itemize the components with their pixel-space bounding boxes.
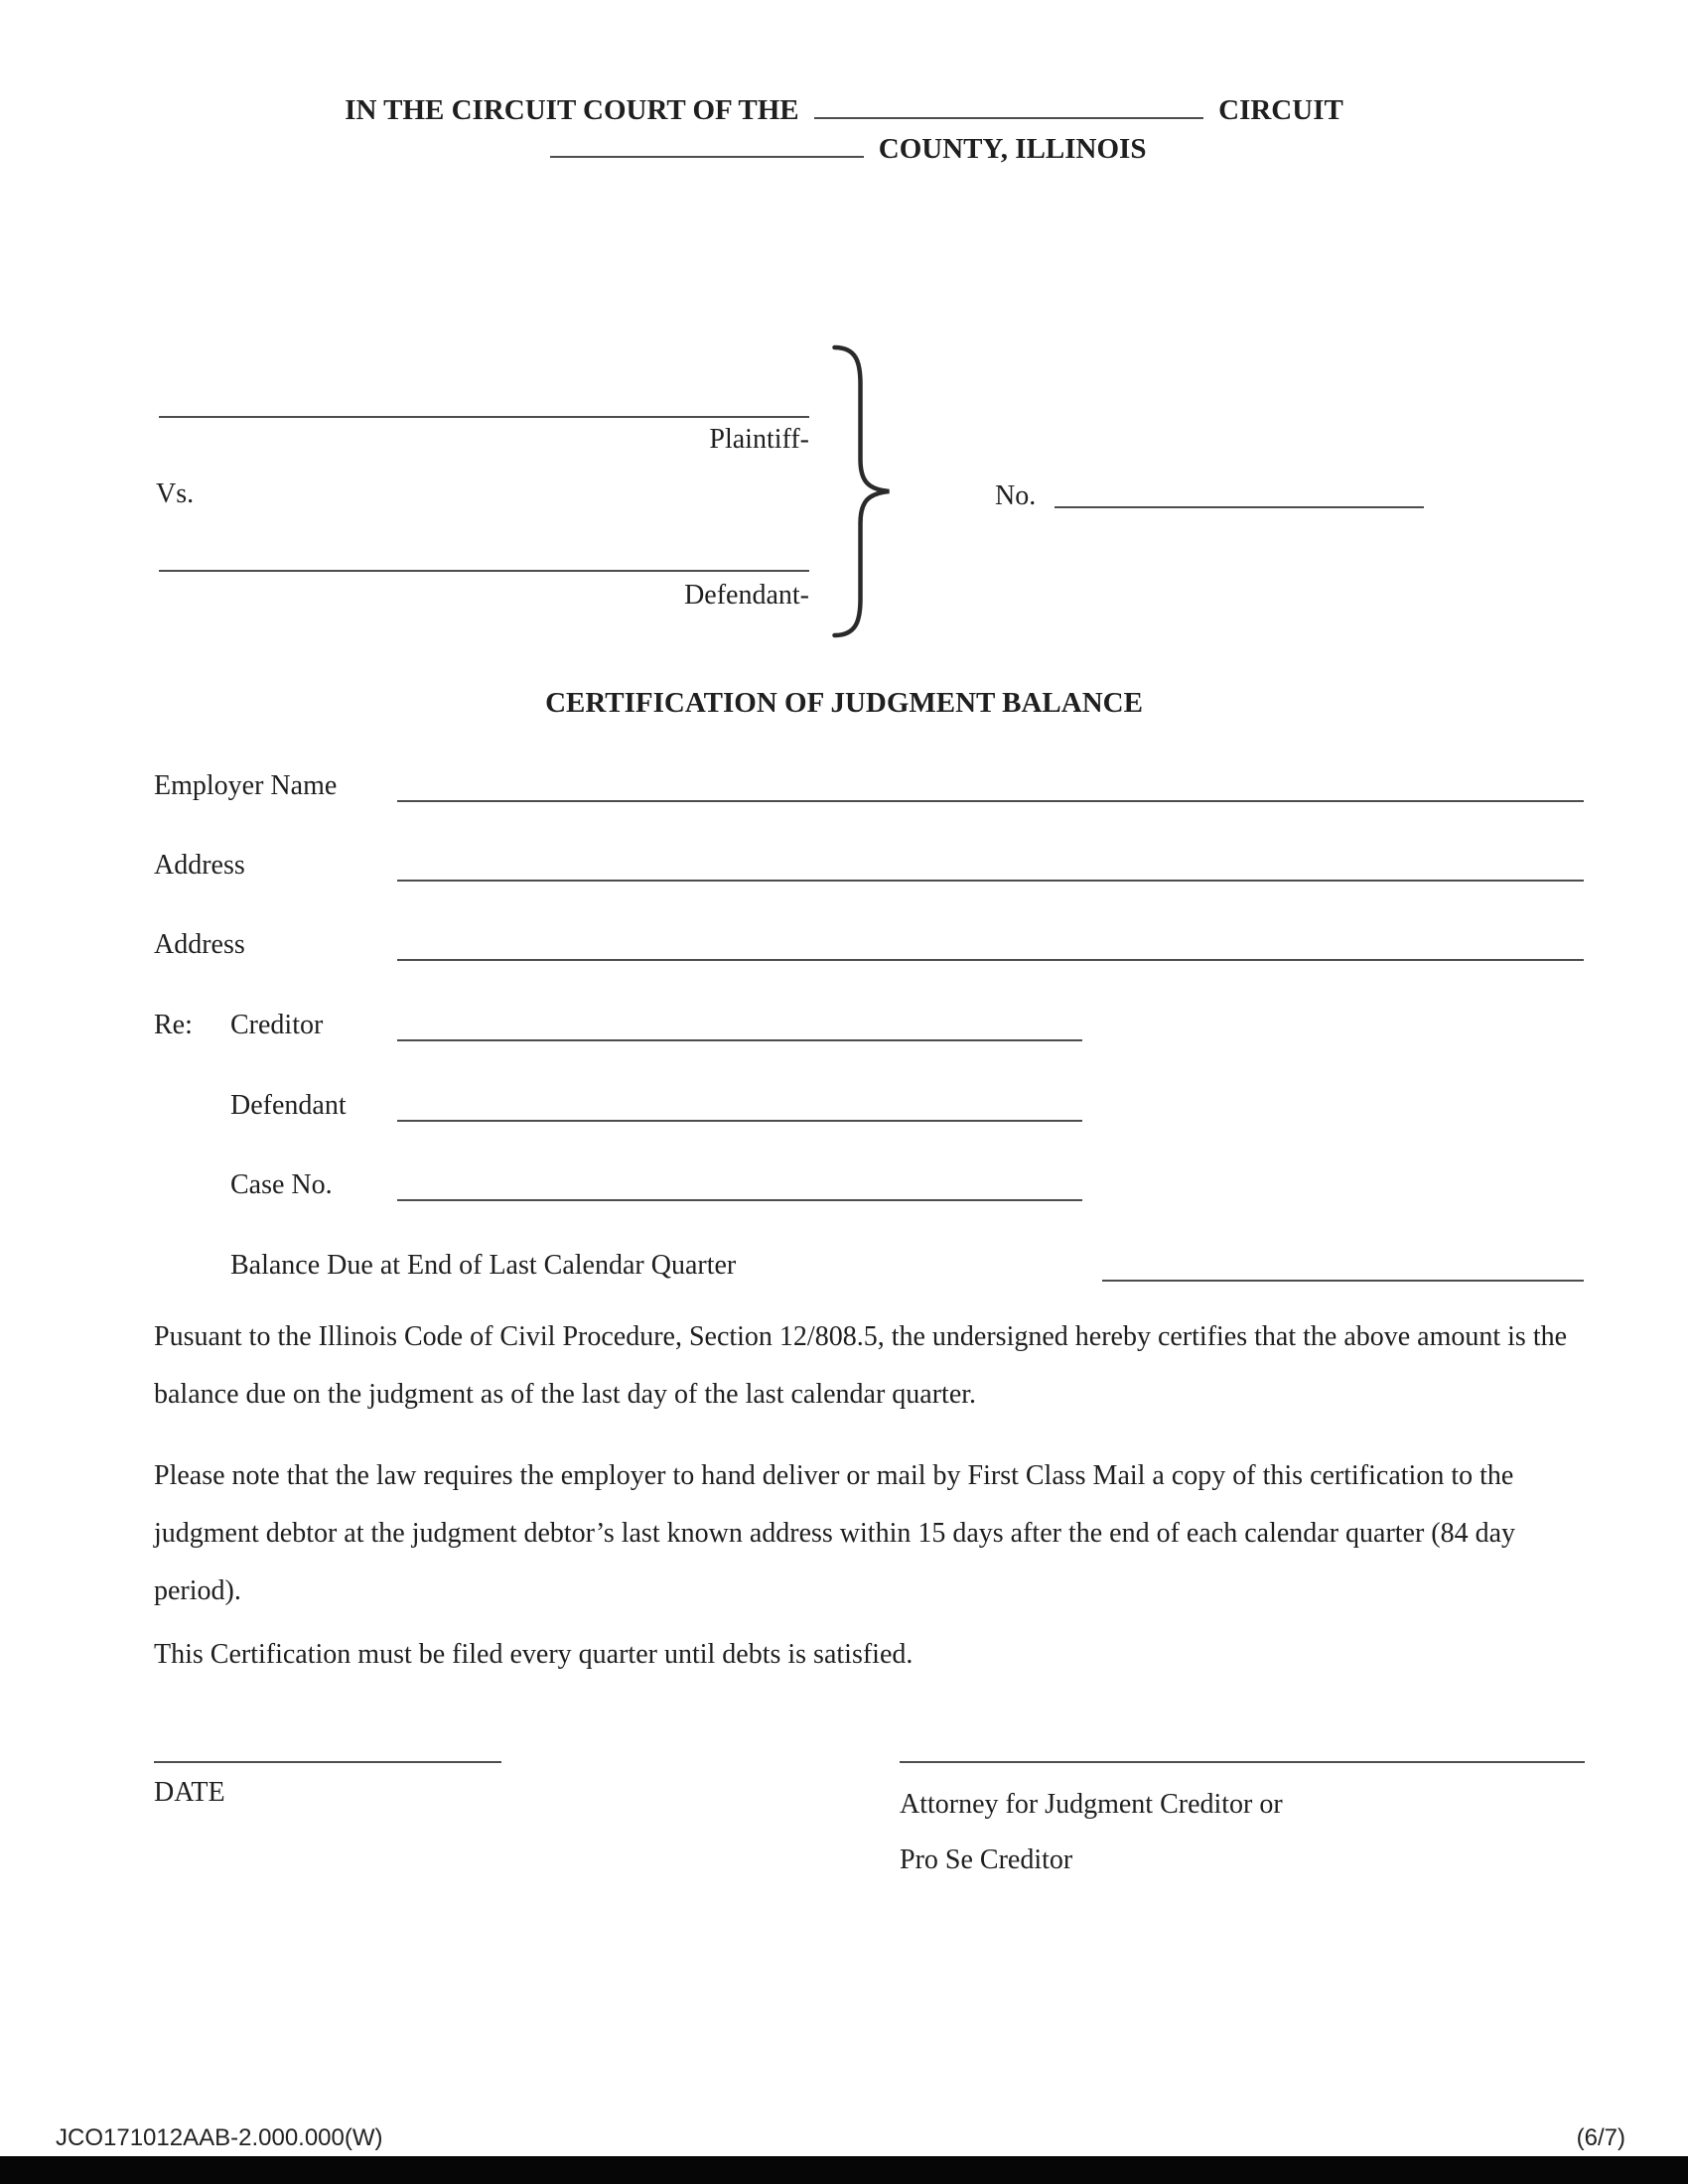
attorney-caption-line1: Attorney for Judgment Creditor or <box>900 1789 1283 1820</box>
employer-name-blank[interactable] <box>397 800 1584 802</box>
date-blank[interactable] <box>154 1761 501 1763</box>
circuit-name-blank[interactable] <box>814 115 1203 119</box>
scan-edge-bar <box>0 2156 1688 2184</box>
address2-blank[interactable] <box>397 959 1584 961</box>
attorney-signature-blank[interactable] <box>900 1761 1585 1763</box>
court-header-prefix: IN THE CIRCUIT COURT OF THE <box>345 94 799 126</box>
document-title: CERTIFICATION OF JUDGMENT BALANCE <box>545 687 1143 719</box>
balance-due-blank[interactable] <box>1102 1280 1584 1282</box>
employer-name-label: Employer Name <box>154 770 338 801</box>
attorney-caption-line2: Pro Se Creditor <box>900 1844 1073 1875</box>
paragraph-delivery-notice: Please note that the law requires the employer to hand deliver or mail by First Class Mail a copy of this certification to the judgment debtor at the judgment debtor’s last known address within 15 days after the end of each calendar quarter (84 day period). <box>154 1460 1516 1606</box>
form-number: JCO171012AAB-2.000.000(W) <box>56 2124 383 2151</box>
page-number: (6/7) <box>1576 2124 1625 2151</box>
creditor-blank[interactable] <box>397 1039 1082 1041</box>
county-name-blank[interactable] <box>550 154 864 158</box>
address1-label: Address <box>154 850 245 881</box>
court-header-line2 <box>0 133 1688 166</box>
paragraph-certification: Pusuant to the Illinois Code of Civil Procedure, Section 12/808.5, the undersigned hereby certifies that the above amount is the balance due on the judgment as of the last day of the last calendar quarter. <box>154 1321 1568 1410</box>
balance-due-label: Balance Due at End of Last Calendar Quarter <box>230 1250 737 1281</box>
paragraph-filing-requirement: This Certification must be filed every quarter until debts is satisfied. <box>154 1639 914 1670</box>
court-header-line1 <box>0 94 1688 127</box>
date-label: DATE <box>154 1777 225 1808</box>
case-number-label: No. <box>995 480 1037 511</box>
creditor-label: Creditor <box>230 1010 324 1040</box>
vs-label: Vs. <box>156 478 195 509</box>
attorney-signature-caption <box>900 1777 1283 1888</box>
re-case-no-blank[interactable] <box>397 1199 1082 1201</box>
defendant-name-blank[interactable] <box>159 570 809 572</box>
re-defendant-label: Defendant <box>230 1090 347 1121</box>
re-case-no-label: Case No. <box>230 1169 333 1200</box>
re-defendant-blank[interactable] <box>397 1120 1082 1122</box>
address1-blank[interactable] <box>397 880 1584 882</box>
case-number-blank[interactable] <box>1055 506 1424 508</box>
address2-label: Address <box>154 929 245 960</box>
plaintiff-label: Plaintiff- <box>709 424 809 455</box>
county-label: COUNTY, ILLINOIS <box>878 133 1147 165</box>
re-label: Re: <box>154 1010 193 1040</box>
plaintiff-name-blank[interactable] <box>159 416 809 418</box>
court-header-suffix: CIRCUIT <box>1218 94 1343 126</box>
defendant-label: Defendant- <box>684 580 809 611</box>
caption-brace <box>814 342 909 640</box>
